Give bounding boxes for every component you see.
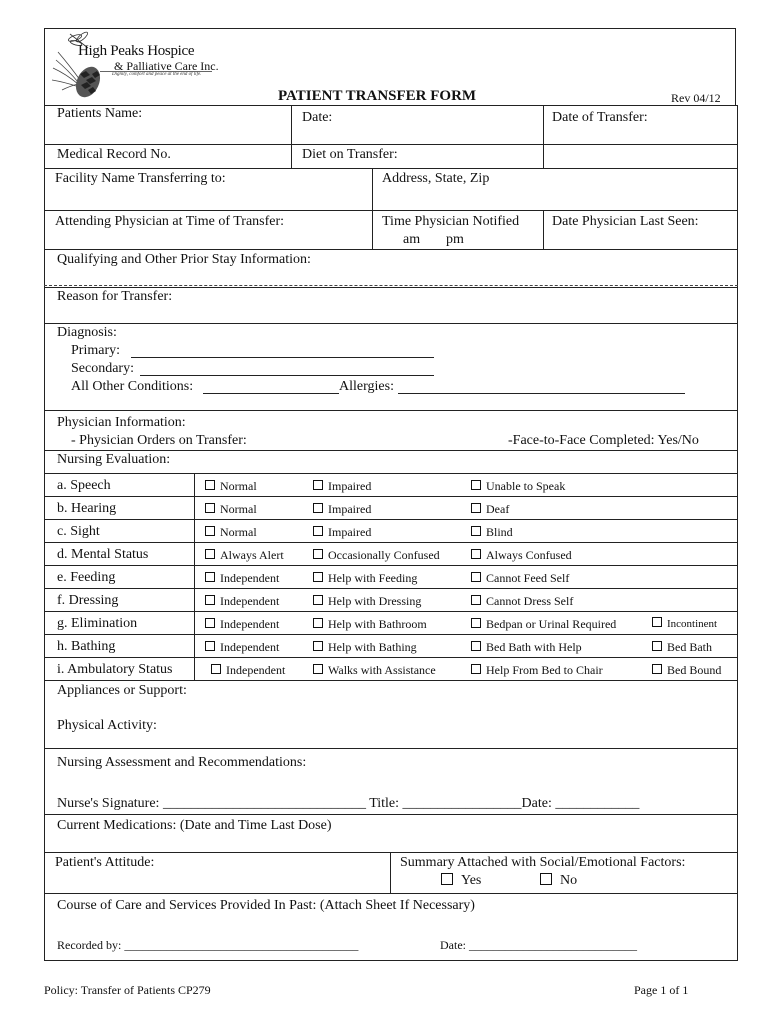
divider <box>291 105 292 169</box>
checkbox-icon[interactable] <box>313 595 323 605</box>
eval-row-divider <box>44 611 738 612</box>
checkbox-icon[interactable] <box>205 641 215 651</box>
eval-option[interactable]: Bedpan or Urinal Required <box>471 617 616 631</box>
other-conditions-line[interactable] <box>203 393 339 394</box>
eval-option[interactable]: Impaired <box>313 479 371 493</box>
eval-option[interactable]: Help with Dressing <box>313 594 421 608</box>
eval-row-divider <box>44 657 738 658</box>
checkbox-icon[interactable] <box>471 641 481 651</box>
nurse-signature-line[interactable]: Nurse's Signature: _____________________________ Title: _________________Date: ____________ <box>57 796 640 811</box>
divider <box>543 210 544 250</box>
checkbox-icon[interactable] <box>471 572 481 582</box>
patient-attitude-label: Patient's Attitude: <box>55 855 155 870</box>
other-conditions-label: All Other Conditions: <box>71 379 194 394</box>
row-divider <box>44 814 738 815</box>
eval-row-divider <box>44 680 738 681</box>
address-label: Address, State, Zip <box>382 171 490 186</box>
allergies-line[interactable] <box>398 393 685 394</box>
eval-label-hearing: b. Hearing <box>57 501 117 516</box>
diagnosis-heading: Diagnosis: <box>57 325 117 340</box>
checkbox-icon[interactable] <box>205 549 215 559</box>
checkbox-icon[interactable] <box>313 480 323 490</box>
checkbox-icon[interactable] <box>205 526 215 536</box>
form-revision: Rev 04/12 <box>671 91 721 105</box>
org-tagline: Dignity, comfort and peace at the end of life. <box>112 72 202 77</box>
eval-option[interactable]: Independent <box>205 617 279 631</box>
checkbox-icon[interactable] <box>471 664 481 674</box>
divider <box>372 168 373 250</box>
row-divider <box>44 450 738 451</box>
checkbox-icon[interactable] <box>540 873 552 885</box>
footer-page: Page 1 of 1 <box>634 983 689 997</box>
primary-line[interactable] <box>131 357 434 358</box>
row-divider-dashed <box>44 285 738 286</box>
checkbox-icon[interactable] <box>313 526 323 536</box>
course-of-care-label: Course of Care and Services Provided In Past: (Attach Sheet If Necessary) <box>57 898 475 913</box>
eval-row-divider <box>44 588 738 589</box>
physician-orders-label: - Physician Orders on Transfer: <box>71 433 247 448</box>
eval-option[interactable]: Always Alert <box>205 548 284 562</box>
time-physician-notified-label: Time Physician Notified <box>382 214 520 229</box>
eval-option[interactable]: Bed Bath <box>652 640 712 654</box>
row-divider <box>44 287 738 288</box>
checkbox-icon[interactable] <box>471 480 481 490</box>
checkbox-icon[interactable] <box>471 526 481 536</box>
eval-label-dressing: f. Dressing <box>57 593 119 608</box>
nursing-evaluation-label: Nursing Evaluation: <box>57 452 171 467</box>
checkbox-icon[interactable] <box>471 595 481 605</box>
row-divider <box>44 852 738 853</box>
eval-option[interactable]: Help with Bathroom <box>313 617 427 631</box>
eval-label-sight: c. Sight <box>57 524 100 539</box>
eval-option[interactable]: Always Confused <box>471 548 572 562</box>
recorded-by-line[interactable]: Recorded by: _______________________________________ <box>57 938 359 952</box>
checkbox-icon[interactable] <box>205 480 215 490</box>
nursing-assessment-label: Nursing Assessment and Recommendations: <box>57 755 307 770</box>
tagline-rule <box>100 71 212 72</box>
divider <box>390 852 391 894</box>
eval-option[interactable]: Unable to Speak <box>471 479 565 493</box>
checkbox-icon[interactable] <box>205 503 215 513</box>
eval-option[interactable]: Deaf <box>471 502 509 516</box>
row-divider <box>44 144 738 145</box>
row-divider <box>44 473 738 474</box>
reason-for-transfer-label: Reason for Transfer: <box>57 289 173 304</box>
eval-label-elimination: g. Elimination <box>57 616 138 631</box>
no-option[interactable]: No <box>540 873 577 889</box>
eval-option[interactable]: Independent <box>211 663 285 677</box>
eval-row-divider <box>44 634 738 635</box>
diet-on-transfer-label: Diet on Transfer: <box>302 147 398 162</box>
eval-option[interactable]: Walks with Assistance <box>313 663 436 677</box>
date-of-transfer-label: Date of Transfer: <box>552 110 648 125</box>
row-divider <box>44 249 738 250</box>
frame-bottom <box>44 960 738 961</box>
patient-name-label: Patients Name: <box>57 106 143 121</box>
checkbox-icon[interactable] <box>211 664 221 674</box>
eval-row-divider <box>44 542 738 543</box>
checkbox-icon[interactable] <box>313 618 323 628</box>
eval-label-bathing: h. Bathing <box>57 639 116 654</box>
yes-option[interactable]: Yes <box>441 873 481 889</box>
org-name-line2: & Palliative Care Inc. <box>114 59 219 73</box>
eval-option[interactable]: Help with Feeding <box>313 571 417 585</box>
checkbox-icon[interactable] <box>471 618 481 628</box>
form-title: PATIENT TRANSFER FORM <box>278 88 477 104</box>
eval-option[interactable]: Incontinent <box>652 617 717 631</box>
am-label: am <box>403 232 421 247</box>
footer-policy: Policy: Transfer of Patients CP279 <box>44 983 211 997</box>
eval-label-speech: a. Speech <box>57 478 111 493</box>
facility-name-label: Facility Name Transferring to: <box>55 171 226 186</box>
physical-activity-label: Physical Activity: <box>57 718 157 733</box>
eval-option[interactable]: Blind <box>471 525 513 539</box>
eval-option[interactable]: Cannot Feed Self <box>471 571 569 585</box>
checkbox-icon[interactable] <box>652 617 662 627</box>
pm-label: pm <box>446 232 464 247</box>
eval-row-divider <box>44 519 738 520</box>
row-divider <box>44 323 738 324</box>
diagnosis-secondary-label: Secondary: <box>71 361 134 376</box>
eval-option[interactable]: Bed Bath with Help <box>471 640 582 654</box>
checkbox-icon[interactable] <box>313 572 323 582</box>
face-to-face-label: -Face-to-Face Completed: Yes/No <box>508 433 699 448</box>
org-name-line1: High Peaks Hospice <box>78 43 195 59</box>
row-divider <box>44 893 738 894</box>
date-label: Date: <box>302 110 333 125</box>
eval-option[interactable]: Impaired <box>313 525 371 539</box>
eval-row-divider <box>44 496 738 497</box>
appliances-label: Appliances or Support: <box>57 683 187 698</box>
checkbox-icon[interactable] <box>205 618 215 628</box>
row-divider <box>44 168 738 169</box>
checkbox-icon[interactable] <box>205 572 215 582</box>
date-physician-last-seen-label: Date Physician Last Seen: <box>552 214 699 229</box>
checkbox-icon[interactable] <box>313 641 323 651</box>
checkbox-icon[interactable] <box>471 549 481 559</box>
allergies-label: Allergies: <box>339 379 394 394</box>
checkbox-icon[interactable] <box>471 503 481 513</box>
row-divider <box>44 748 738 749</box>
eval-option[interactable]: Normal <box>205 525 257 539</box>
frame-top <box>44 105 738 106</box>
eval-option[interactable]: Normal <box>205 502 257 516</box>
eval-label-feeding: e. Feeding <box>57 570 116 585</box>
current-medications-label: Current Medications: (Date and Time Last Dose) <box>57 818 332 833</box>
summary-attached-label: Summary Attached with Social/Emotional Factors: <box>400 855 686 870</box>
checkbox-icon[interactable] <box>652 641 662 651</box>
checkbox-icon[interactable] <box>205 595 215 605</box>
checkbox-icon[interactable] <box>441 873 453 885</box>
medical-record-label: Medical Record No. <box>57 147 171 162</box>
eval-option[interactable]: Normal <box>205 479 257 493</box>
eval-option[interactable]: Independent <box>205 640 279 654</box>
checkbox-icon[interactable] <box>313 549 323 559</box>
secondary-line[interactable] <box>140 375 434 376</box>
eval-option[interactable]: Bed Bound <box>652 663 721 677</box>
eval-option[interactable]: Independent <box>205 571 279 585</box>
eval-option[interactable]: Impaired <box>313 502 371 516</box>
eval-option[interactable]: Help From Bed to Chair <box>471 663 603 677</box>
eval-option[interactable]: Help with Bathing <box>313 640 417 654</box>
row-divider <box>44 210 738 211</box>
qualifying-info-label: Qualifying and Other Prior Stay Information: <box>57 252 311 267</box>
checkbox-icon[interactable] <box>652 664 662 674</box>
diagnosis-primary-label: Primary: <box>71 343 120 358</box>
row-divider <box>44 410 738 411</box>
physician-info-heading: Physician Information: <box>57 415 186 430</box>
eval-option[interactable]: Occasionally Confused <box>313 548 440 562</box>
eval-label-mental-status: d. Mental Status <box>57 547 149 562</box>
eval-col-divider <box>194 473 195 681</box>
eval-row-divider <box>44 565 738 566</box>
eval-option[interactable]: Cannot Dress Self <box>471 594 573 608</box>
divider <box>543 105 544 169</box>
checkbox-icon[interactable] <box>313 664 323 674</box>
eval-option[interactable]: Independent <box>205 594 279 608</box>
eval-label-ambulatory-status: i. Ambulatory Status <box>57 662 173 677</box>
checkbox-icon[interactable] <box>313 503 323 513</box>
frame-right <box>737 105 738 961</box>
recorded-date-line[interactable]: Date: ____________________________ <box>440 938 637 952</box>
frame-left <box>44 105 45 961</box>
attending-physician-label: Attending Physician at Time of Transfer: <box>55 214 285 229</box>
